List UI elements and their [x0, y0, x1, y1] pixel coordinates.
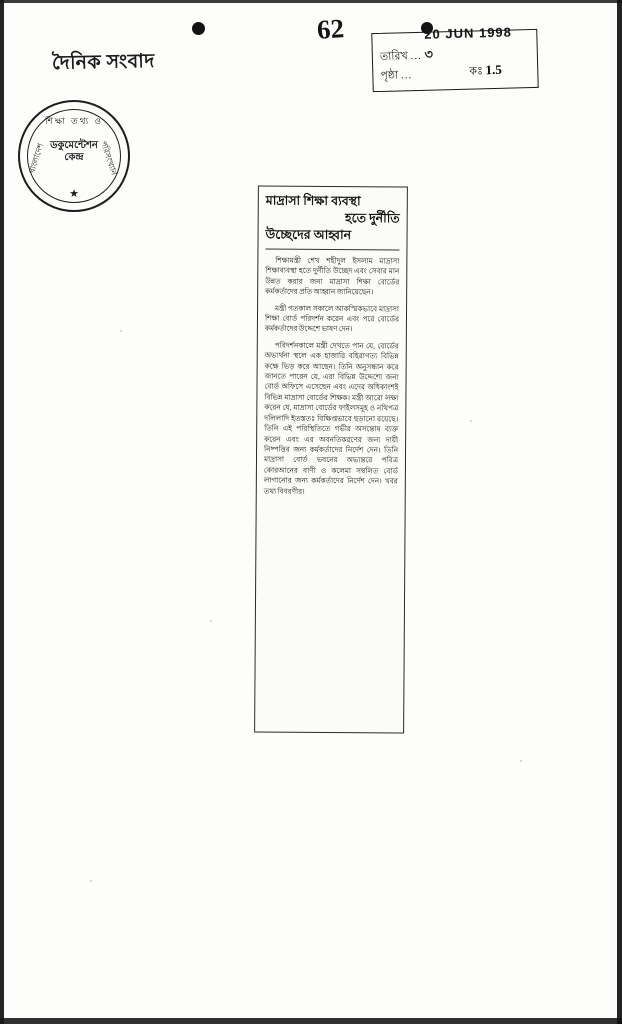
stamp-field-page — [380, 66, 412, 86]
seal-center-line2: কেন্দ্র — [64, 152, 84, 163]
scan-speck — [520, 760, 522, 762]
clipping-paragraph: মন্ত্রী গতকাল সকালে আকস্মিকভাবে মাদ্রাসা শিক্ষা বোর্ড পরিদর্শন করেন এবং পরে বোর্ডের কর্মকর্তাদের উদ্দেশে ভাষণ দেন। — [264, 303, 400, 334]
office-seal-stamp — [18, 100, 130, 212]
newspaper-masthead: দৈনিক সংবাদ — [51, 50, 155, 75]
headline-line-3: উচ্ছেদের আহ্বান — [265, 227, 352, 243]
clipping-headline — [265, 193, 399, 251]
stamp-date-text: 20 JUN 1998 — [424, 24, 513, 42]
scan-speck — [210, 620, 212, 622]
stamp-field-page-value: কঃ — [469, 65, 484, 78]
stamp-field-page-dots: ... — [400, 69, 413, 82]
punch-mark-left — [192, 22, 205, 35]
seal-arc-top-text: শিক্ষা তথ্য ও — [44, 116, 104, 126]
stamp-field-page-value-group — [469, 62, 502, 82]
headline-line-1: মাদ্রাসা শিক্ষা ব্যবস্থা — [265, 193, 361, 209]
stamp-field-date-dots: ... — [410, 49, 422, 63]
clipping-paragraph: শিক্ষামন্ত্রী শেখ শহীদুল ইসলাম মাদ্রাসা শিক্ষাব্যবস্থা হতে দুর্নীতি উচ্ছেদ এবং সেবার মান উন্নত করার জন্য মাদ্রাসা শিক্ষা বোর্ডের কর্মকর্তাদের প্রতি আহ্বান জানিয়েছেন। — [265, 255, 400, 297]
newspaper-clipping — [254, 185, 408, 733]
headline-line-2: হতে দুর্নীতি — [344, 211, 400, 226]
clipping-paragraph: পরিদর্শনকালে মন্ত্রী দেখতে পান যে, বোর্ডের অভ্যর্থনা স্থলে এক হাজারি বহিরাগত্য বিভিন্ন কক্ষে ভিড় করে আছেন। তিনি অনুসন্ধান করে জানতে পারেন যে, এরা বিভিন্ন উদ্দেশ্যে জন্য বোর্ড অফিসে এসেছেন এবং এদের অধিকাংশই বিভিন্ন মাদ্রাসা বোর্ডের শিক্ষক। মন্ত্রী আরো লক্ষ্য করেন যে, মাদ্রাসা বোর্ডের ফাইলসমূহ ও নথিপত্র দলিলাদি ইতস্ততঃ বিক্ষিপ্তভাবে ছড়ানো রয়েছে। তিনি এই পরিস্থিতিতে গভীর অসন্তোষ ব্যক্ত করেন এবং এর অবনতিকরণের জন্য দায়ী নিষ্পত্তির জন্য কর্মকর্তাদের নির্দেশ দেন। তিনি মাদ্রাসা বোর্ড ভবনের অভ্যন্তরে পবিত্র কোরআনের বাণী ও কলেমা সম্বলিত বোর্ড লাগানোর জন্য কর্মকর্তাদের নির্দেশ দেন। খবর তথ্য বিবরণীর। — [263, 340, 399, 496]
stamp-field-page-label: পৃষ্ঠা — [380, 69, 399, 82]
scan-speck — [120, 330, 122, 332]
stamp-field-page-extra: 1.5 — [485, 61, 503, 78]
seal-center-line1: ডকুমেন্টেশন — [50, 140, 98, 151]
page-number: 62 — [315, 13, 345, 45]
stamp-field-date-value: ৩ — [424, 46, 434, 62]
page-top-edge — [0, 0, 622, 3]
stamp-field-date — [380, 46, 434, 68]
seal-arc-right-text: পরিসংখ্যান — [99, 139, 119, 177]
scan-speck — [90, 880, 92, 882]
seal-star-icon: ★ — [69, 188, 79, 200]
stamp-field-date-label: তারিখ — [379, 50, 408, 63]
clipping-body — [264, 256, 400, 498]
page-bottom-edge — [0, 1018, 622, 1024]
seal-arc-left-text: বাংলাদেশ — [27, 142, 46, 175]
scan-speck — [470, 420, 472, 422]
seal-center-text — [20, 140, 128, 164]
date-stamp-box — [371, 24, 538, 92]
